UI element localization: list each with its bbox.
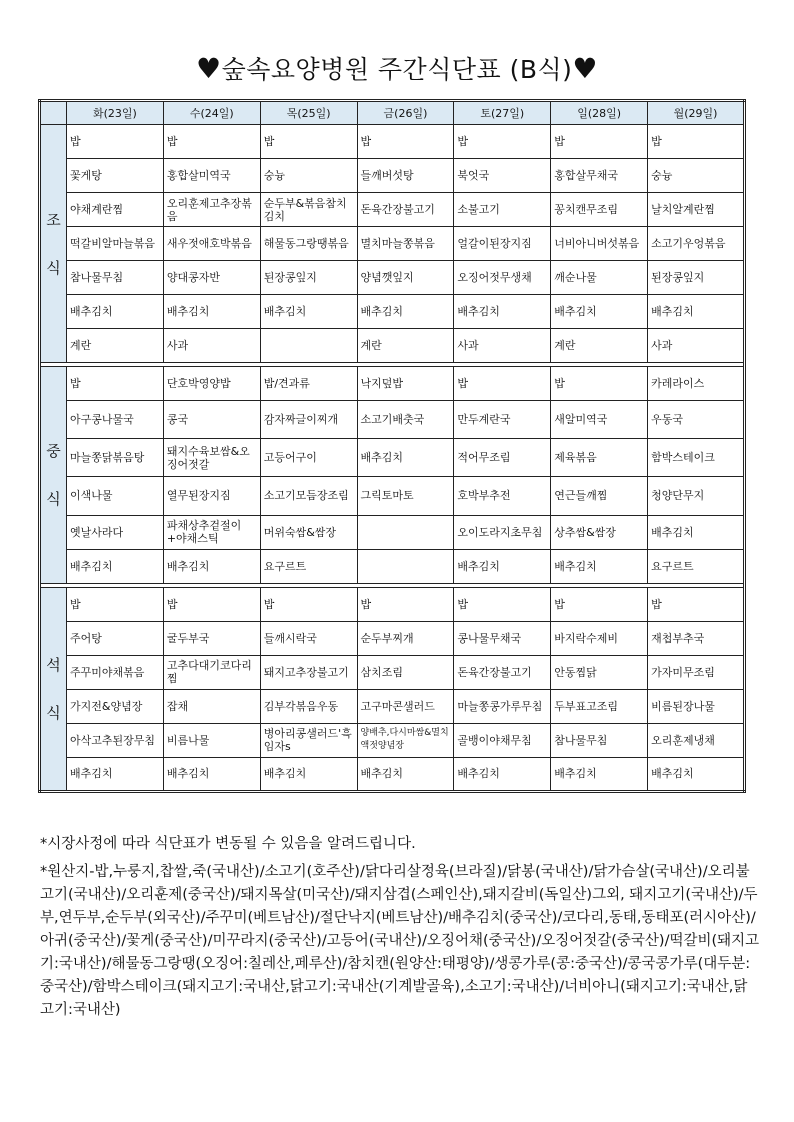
table-row <box>40 723 745 757</box>
menu-cell: 열무된장지짐 <box>163 477 260 515</box>
menu-cell: 새우젓애호박볶음 <box>163 227 260 261</box>
day-header: 월(29일) <box>648 101 745 125</box>
menu-cell: 밥 <box>551 367 648 401</box>
table-row <box>40 367 745 401</box>
menu-cell: 오이도라지초무침 <box>454 515 551 549</box>
table-row <box>40 621 745 655</box>
meal-label-char: 식 <box>46 489 61 508</box>
page-title <box>0 50 794 86</box>
day-header-row <box>40 101 745 125</box>
meal-label-char: 식 <box>46 703 61 722</box>
menu-cell: 카레라이스 <box>648 367 745 401</box>
menu-cell: 마늘쫑콩가루무침 <box>454 689 551 723</box>
day-header: 토(27일) <box>454 101 551 125</box>
origin-text: *원산지-밥,누룽지,찹쌀,죽(국내산)/소고기(호주산)/닭다리살정육(브라질)/닭봉(국내산)/닭가슴살(국내산)/오리불고기(국내산)/오리훈제(중국산)/돼지목살(미국산)/돼지삼겹(스페인산),돼지갈비(독일산)그외, 돼지고기(국내산)/두부,연두부,순두부(외국산)/주꾸미(베트남산)/절단낙지(베트남산)/배추김치(중국산)/코다리,동태,동태포(러시아산)/아귀(중국산)/꽃게(중국산)/미꾸라지(중국산)/고등어(국내산)/오징어채(중국산)/오징어젓갈(중국산)/떡갈비(돼지고기:국내산)/해물동그랑땡(오징어:칠레산,페루산)/참치캔(원양산:태평양)/생콩가루(콩:중국산)/콩국콩가루(대두분:중국산)/함박스테이크(돼지고기:국내산,닭고기:국내산(기계발골육),소고기:국내산)/너비아니(돼지고기:국내산,닭고기:국내산) <box>40 864 760 1018</box>
menu-cell: 배추김치 <box>163 295 260 329</box>
corner-cell <box>40 101 67 125</box>
menu-cell: 단호박영양밥 <box>163 367 260 401</box>
menu-cell: 밥 <box>67 367 164 401</box>
day-header: 목(25일) <box>260 101 357 125</box>
menu-cell: 배추김치 <box>551 549 648 583</box>
menu-cell: 날치알계란찜 <box>648 193 745 227</box>
menu-cell: 파채상추겉절이+야채스틱 <box>163 515 260 549</box>
menu-cell: 바지락수제비 <box>551 621 648 655</box>
day-header: 일(28일) <box>551 101 648 125</box>
menu-cell: 소불고기 <box>454 193 551 227</box>
meal-label-dinner <box>40 587 67 791</box>
table-row <box>40 587 745 621</box>
menu-cell: 아삭고추된장무침 <box>67 723 164 757</box>
menu-cell: 밥 <box>163 587 260 621</box>
menu-cell: 사과 <box>648 329 745 363</box>
menu-cell: 돼지고추장불고기 <box>260 655 357 689</box>
menu-cell: 잡채 <box>163 689 260 723</box>
menu-cell: 돼지수육보쌈&오징어젓갈 <box>163 439 260 477</box>
menu-cell: 꽃게탕 <box>67 159 164 193</box>
menu-cell: 들깨시락국 <box>260 621 357 655</box>
menu-cell: 사과 <box>454 329 551 363</box>
menu-cell: 야채계란찜 <box>67 193 164 227</box>
menu-cell: 숭늉 <box>260 159 357 193</box>
menu-cell <box>357 515 454 549</box>
menu-cell: 얼갈이된장지짐 <box>454 227 551 261</box>
menu-cell: 밥/견과류 <box>260 367 357 401</box>
menu-cell: 상추쌈&쌈장 <box>551 515 648 549</box>
menu-cell: 꽁치캔무조림 <box>551 193 648 227</box>
menu-cell: 홍합살미역국 <box>163 159 260 193</box>
menu-cell <box>260 329 357 363</box>
menu-cell: 아구콩나물국 <box>67 401 164 439</box>
menu-cell: 가자미무조림 <box>648 655 745 689</box>
menu-cell: 콩국 <box>163 401 260 439</box>
menu-cell: 멸치마늘쫑볶음 <box>357 227 454 261</box>
menu-cell: 감자짜글이찌개 <box>260 401 357 439</box>
menu-cell: 밥 <box>454 367 551 401</box>
table-row <box>40 295 745 329</box>
menu-cell: 너비아니버섯볶음 <box>551 227 648 261</box>
menu-cell: 밥 <box>163 125 260 159</box>
menu-cell: 밥 <box>357 587 454 621</box>
menu-cell: 배추김치 <box>454 295 551 329</box>
menu-cell: 배추김치 <box>357 295 454 329</box>
table-row <box>40 261 745 295</box>
menu-cell: 양념깻잎지 <box>357 261 454 295</box>
menu-cell: 우동국 <box>648 401 745 439</box>
menu-cell: 양배추,다시마쌈&멸치액젓양념장 <box>357 723 454 757</box>
menu-cell: 낙지덮밥 <box>357 367 454 401</box>
meal-label-char: 석 <box>46 655 61 674</box>
day-header: 화(23일) <box>67 101 164 125</box>
menu-cell: 고추다대기코다리찜 <box>163 655 260 689</box>
table-row <box>40 439 745 477</box>
menu-cell: 숭늉 <box>648 159 745 193</box>
menu-cell: 계란 <box>357 329 454 363</box>
menu-cell: 배추김치 <box>67 295 164 329</box>
menu-cell: 두부표고조림 <box>551 689 648 723</box>
menu-cell: 된장콩잎지 <box>260 261 357 295</box>
table-row <box>40 159 745 193</box>
menu-cell: 청양단무지 <box>648 477 745 515</box>
menu-cell: 소고기배춧국 <box>357 401 454 439</box>
menu-cell: 고등어구이 <box>260 439 357 477</box>
notice-text: *시장사정에 따라 식단표가 변동될 수 있음을 알려드립니다. <box>40 836 416 852</box>
menu-cell: 굴두부국 <box>163 621 260 655</box>
table-row <box>40 655 745 689</box>
menu-cell: 밥 <box>648 125 745 159</box>
menu-cell: 주어탕 <box>67 621 164 655</box>
meal-label-breakfast <box>40 125 67 363</box>
menu-cell: 배추김치 <box>163 757 260 791</box>
menu-cell: 계란 <box>551 329 648 363</box>
menu-cell: 머위숙쌈&쌈장 <box>260 515 357 549</box>
menu-cell: 함박스테이크 <box>648 439 745 477</box>
menu-cell: 만두계란국 <box>454 401 551 439</box>
menu-cell: 된장콩잎지 <box>648 261 745 295</box>
menu-cell: 돈육간장불고기 <box>357 193 454 227</box>
heart-icon: ♥ <box>195 52 222 85</box>
menu-cell: 깨순나물 <box>551 261 648 295</box>
menu-cell: 계란 <box>67 329 164 363</box>
table-row <box>40 689 745 723</box>
menu-cell: 밥 <box>260 587 357 621</box>
menu-cell: 이색나물 <box>67 477 164 515</box>
menu-cell: 순두부&볶음참치김치 <box>260 193 357 227</box>
menu-cell: 가지전&양념장 <box>67 689 164 723</box>
meal-label-char: 식 <box>46 258 61 277</box>
menu-cell: 들깨버섯탕 <box>357 159 454 193</box>
menu-cell: 적어무조림 <box>454 439 551 477</box>
menu-cell: 제육볶음 <box>551 439 648 477</box>
menu-cell: 떡갈비알마늘볶음 <box>67 227 164 261</box>
menu-cell: 비름된장나물 <box>648 689 745 723</box>
heart-icon: ♥ <box>572 52 599 85</box>
menu-cell: 오리훈제냉채 <box>648 723 745 757</box>
menu-cell <box>357 549 454 583</box>
menu-cell: 참나물무침 <box>67 261 164 295</box>
menu-cell: 돈육간장불고기 <box>454 655 551 689</box>
table-row <box>40 193 745 227</box>
table-row <box>40 757 745 791</box>
menu-cell: 홍합살무채국 <box>551 159 648 193</box>
day-header: 수(24일) <box>163 101 260 125</box>
menu-cell: 골뱅이야채무침 <box>454 723 551 757</box>
menu-cell: 배추김치 <box>67 549 164 583</box>
menu-cell: 배추김치 <box>357 439 454 477</box>
menu-cell: 배추김치 <box>454 757 551 791</box>
day-header: 금(26일) <box>357 101 454 125</box>
menu-cell: 요구르트 <box>648 549 745 583</box>
table-row <box>40 125 745 159</box>
menu-cell: 밥 <box>67 125 164 159</box>
menu-cell: 새알미역국 <box>551 401 648 439</box>
menu-cell: 배추김치 <box>454 549 551 583</box>
menu-cell: 배추김치 <box>648 757 745 791</box>
menu-cell: 순두부찌개 <box>357 621 454 655</box>
menu-cell: 배추김치 <box>260 757 357 791</box>
menu-cell: 소고기모듬장조림 <box>260 477 357 515</box>
menu-cell: 배추김치 <box>648 295 745 329</box>
menu-cell: 밥 <box>260 125 357 159</box>
table-row <box>40 329 745 363</box>
menu-cell: 해물동그랑땡볶음 <box>260 227 357 261</box>
menu-cell: 호박부추전 <box>454 477 551 515</box>
menu-cell: 주꾸미야채볶음 <box>67 655 164 689</box>
menu-cell: 고구마콘샐러드 <box>357 689 454 723</box>
menu-cell: 연근들깨찜 <box>551 477 648 515</box>
menu-cell: 그릭토마토 <box>357 477 454 515</box>
menu-cell: 병아리콩샐러드'흑임자s <box>260 723 357 757</box>
table-row <box>40 515 745 549</box>
menu-cell: 배추김치 <box>67 757 164 791</box>
menu-cell: 양대콩자반 <box>163 261 260 295</box>
table-row <box>40 549 745 583</box>
table-row <box>40 477 745 515</box>
menu-cell: 배추김치 <box>551 295 648 329</box>
menu-cell: 밥 <box>454 587 551 621</box>
menu-cell: 배추김치 <box>357 757 454 791</box>
menu-cell: 배추김치 <box>163 549 260 583</box>
table-row <box>40 227 745 261</box>
menu-cell: 밥 <box>357 125 454 159</box>
menu-cell: 오리훈제고추장볶음 <box>163 193 260 227</box>
menu-cell: 안동찜닭 <box>551 655 648 689</box>
menu-cell: 마늘쫑닭볶음탕 <box>67 439 164 477</box>
meal-label-lunch <box>40 367 67 583</box>
table-row <box>40 401 745 439</box>
menu-cell: 밥 <box>551 125 648 159</box>
weekly-menu-table <box>38 99 746 793</box>
menu-cell: 사과 <box>163 329 260 363</box>
menu-cell: 김부각볶음우동 <box>260 689 357 723</box>
menu-cell: 삼치조림 <box>357 655 454 689</box>
meal-label-char: 중 <box>46 441 61 460</box>
menu-cell: 요구르트 <box>260 549 357 583</box>
menu-cell: 비름나물 <box>163 723 260 757</box>
meal-label-char: 조 <box>46 210 61 229</box>
menu-cell: 밥 <box>551 587 648 621</box>
menu-cell: 배추김치 <box>260 295 357 329</box>
menu-cell: 옛날사라다 <box>67 515 164 549</box>
menu-cell: 소고기우엉볶음 <box>648 227 745 261</box>
menu-cell: 북엇국 <box>454 159 551 193</box>
menu-cell: 밥 <box>648 587 745 621</box>
page-title-text: 숲속요양병원 주간식단표 (B식) <box>221 55 573 84</box>
menu-cell: 밥 <box>67 587 164 621</box>
menu-cell: 콩나물무채국 <box>454 621 551 655</box>
menu-cell: 재첩부추국 <box>648 621 745 655</box>
menu-cell: 배추김치 <box>648 515 745 549</box>
menu-cell: 오징어젓무생채 <box>454 261 551 295</box>
menu-cell: 참나물무침 <box>551 723 648 757</box>
menu-cell: 배추김치 <box>551 757 648 791</box>
menu-cell: 밥 <box>454 125 551 159</box>
